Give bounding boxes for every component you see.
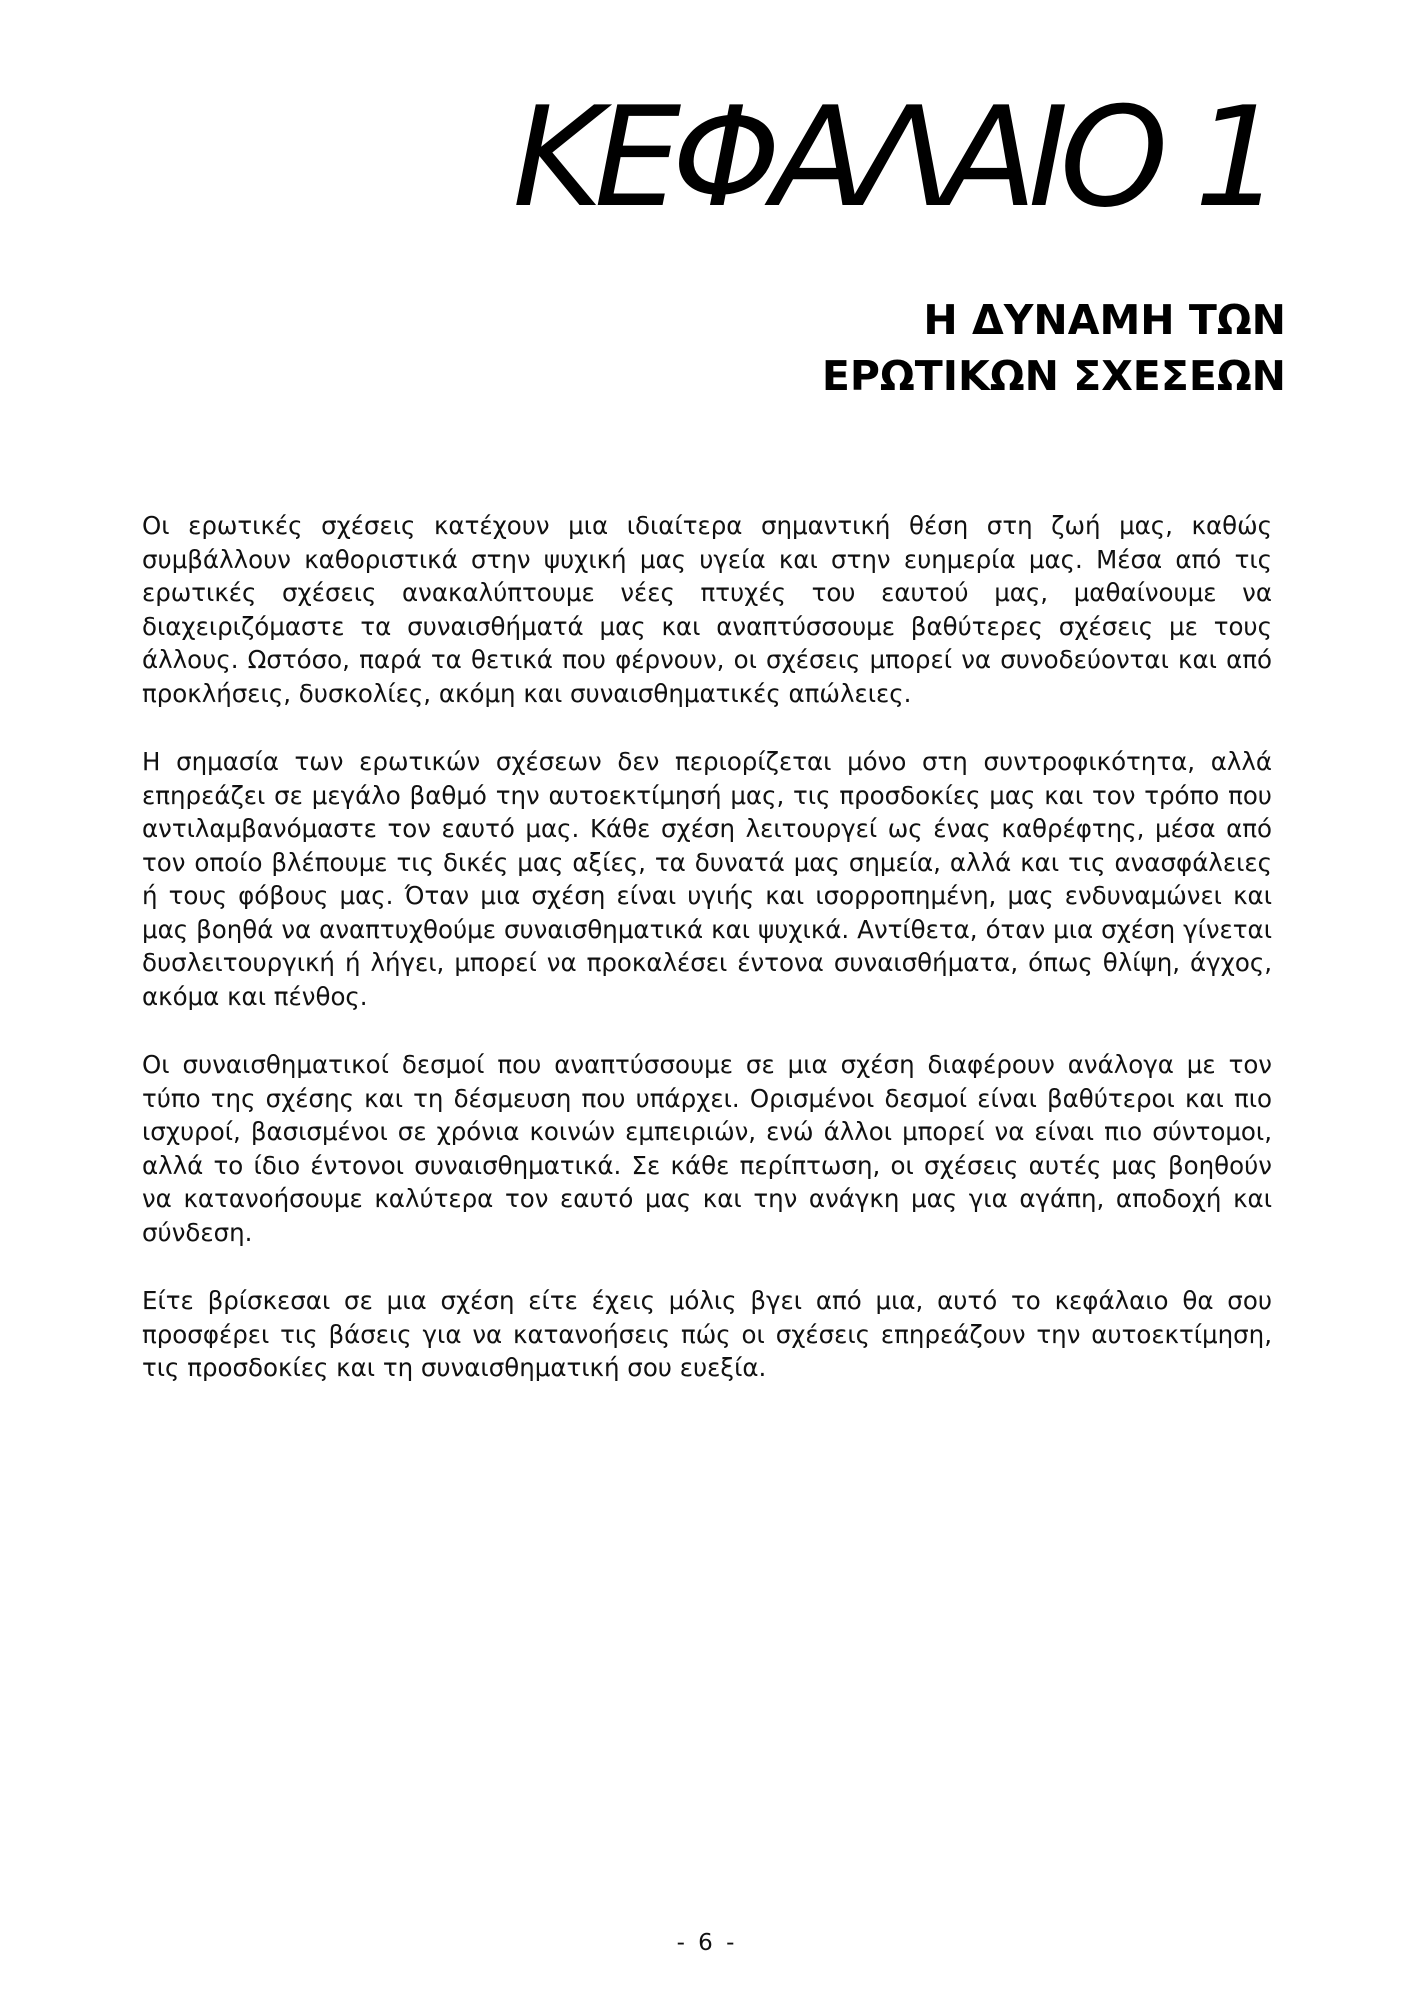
chapter-number-heading: ΚΕΦΑΛΑΙΟ 1 bbox=[512, 77, 1273, 238]
chapter-title-line-1: Η ΔΥΝΑΜΗ ΤΩΝ bbox=[923, 296, 1286, 344]
body-paragraph-1: Οι ερωτικές σχέσεις κατέχουν μια ιδιαίτερα σημαντική θέση στη ζωή μας, καθώς συμβάλλουν καθοριστικά στην ψυχική μας υγεία και στην ευημερία μας. Μέσα από τις ερωτικές σχέσεις ανακαλύπτουμε νέες πτυχές του εαυτού μας, μαθαίνουμε να διαχειριζόμαστε τα συναισθήματά μας και αναπτύσσουμε βαθύτερες σχέσεις με τους άλλους. Ωστόσο, παρά τα θετικά που φέρνουν, οι σχέσεις μπορεί να συνοδεύονται και από προκλήσεις, δυσκολίες, ακόμη και συναισθηματικές απώλειες. bbox=[142, 511, 1272, 708]
chapter-body bbox=[142, 509, 1272, 1420]
body-paragraph-2: Η σημασία των ερωτικών σχέσεων δεν περιορίζεται μόνο στη συντροφικότητα, αλλά επηρεάζει σε μεγάλο βαθμό την αυτοεκτίμησή μας, τις προσδοκίες μας και τον τρόπο που αντιλαμβανόμαστε τον εαυτό μας. Κάθε σχέση λειτουργεί ως ένας καθρέφτης, μέσα από τον οποίο βλέπουμε τις δικές μας αξίες, τα δυνατά μας σημεία, αλλά και τις ανασφάλειες ή τους φόβους μας. Όταν μια σχέση είναι υγιής και ισορροπημένη, μας ενδυναμώνει και μας βοηθά να αναπτυχθούμε συναισθηματικά και ψυχικά. Αντίθετα, όταν μια σχέση γίνεται δυσλειτουργική ή λήγει, μπορεί να προκαλέσει έντονα συναισθήματα, όπως θλίψη, άγχος, ακόμα και πένθος. bbox=[142, 747, 1272, 1011]
page-number: - 6 - bbox=[676, 1930, 738, 1956]
chapter-title bbox=[822, 292, 1286, 404]
body-paragraph-3: Οι συναισθηματικοί δεσμοί που αναπτύσσουμε σε μια σχέση διαφέρουν ανάλογα με τον τύπο της σχέσης και τη δέσμευση που υπάρχει. Ορισμένοι δεσμοί είναι βαθύτεροι και πιο ισχυροί, βασισμένοι σε χρόνια κοινών εμπειριών, ενώ άλλοι μπορεί να είναι πιο σύντομοι, αλλά το ίδιο έντονοι συναισθηματικά. Σε κάθε περίπτωση, οι σχέσεις αυτές μας βοηθούν να κατανοήσουμε καλύτερα τον εαυτό μας και την ανάγκη μας για αγάπη, αποδοχή και σύνδεση. bbox=[142, 1050, 1272, 1247]
chapter-title-line-2: ΕΡΩΤΙΚΩΝ ΣΧΕΣΕΩΝ bbox=[821, 352, 1286, 400]
body-paragraph-4: Είτε βρίσκεσαι σε μια σχέση είτε έχεις μόλις βγει από μια, αυτό το κεφάλαιο θα σου προσφέρει τις βάσεις για να κατανοήσεις πώς οι σχέσεις επηρεάζουν την αυτοεκτίμηση, τις προσδοκίες και τη συναισθηματική σου ευεξία. bbox=[142, 1286, 1272, 1382]
